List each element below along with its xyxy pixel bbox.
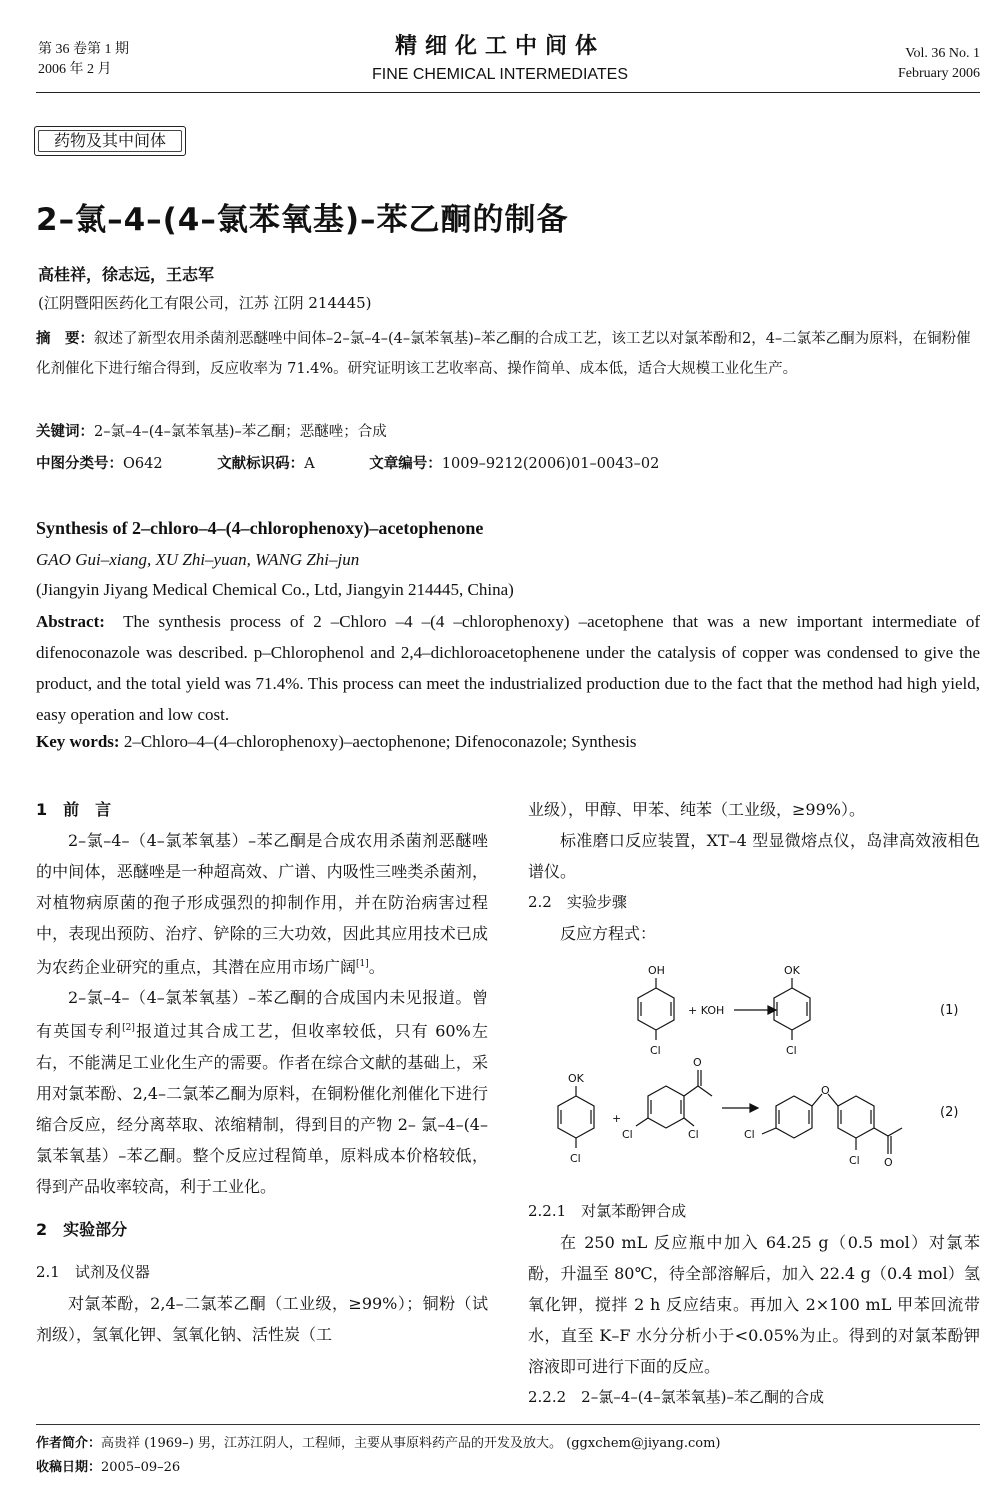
- date-en: February 2006: [897, 66, 980, 81]
- received-date-value: 2005–09–26: [101, 1460, 181, 1475]
- section-2-1-paragraph-1: 对氯苯酚，2,4–二氯苯乙酮（工业级，≥99%）；铜粉（试剂级），氢氧化钾、氢氧化钠、活性炭（工: [36, 1293, 488, 1344]
- label-oh: OH: [648, 964, 665, 977]
- footnote: [36, 1432, 720, 1480]
- reaction-scheme: [528, 958, 980, 1190]
- footnote-divider: [36, 1424, 980, 1425]
- s1-p1-text: 2–氯–4–（4–氯苯氧基）–苯乙酮是合成农用杀菌剂恶醚唑的中间体，恶醚唑是一种超高效、广谱、内吸性三唑类杀菌剂，对植物病原菌的孢子形成强烈的抑制作用，并在防治病害过程中，表现出预防、治疗、铲除的三大功效，因此其应用技术已成为农药企业研究的重点，其潜在应用市场广阔: [36, 831, 488, 977]
- section-2-1-paragraph-2: 标准磨口反应装置，XT–4 型显微熔点仪，岛津高效液相色谱仪。: [528, 831, 980, 881]
- issue-info-en: [898, 44, 980, 84]
- english-abstract: [36, 606, 980, 730]
- english-abstract-text: The synthesis process of 2 –Chloro –4 –(4 –chlorophenoxy) –acetophene that was a new important intermediate of difenoconazole was described. p–Chlorophenol and 2,4–dichloroacetophenene under the catalysis of copper was condensed to give the product, and the total yield was 71.4%. This process can meet the industrialized production due to the fact that the method had high yield, easy operation and low cost.: [36, 612, 981, 724]
- section-1-paragraph-1: [36, 825, 488, 982]
- section-2-1-paragraph-1-continued: [528, 794, 980, 825]
- author-bio-text: 高贵祥 (1969–) 男，江苏江阴人，工程师，主要从事原料药产品的开发及放大。 (ggxchem@jiyang.com): [101, 1436, 721, 1451]
- section-2-1-heading: 2.1 试剂及仪器: [36, 1262, 150, 1281]
- keywords-cn: [36, 420, 387, 441]
- continued-text: 业级），甲醇、甲苯、纯苯（工业级，≥99%）。: [528, 800, 865, 819]
- author-bio: [36, 1432, 720, 1456]
- body-left-column: [36, 794, 488, 1350]
- doc-code-label: 文献标识码：: [217, 456, 305, 472]
- body-right-column: [528, 794, 980, 949]
- section-tag-label: 药物及其中间体: [53, 131, 166, 150]
- keywords-cn-label: 关键词：: [36, 424, 94, 440]
- english-keywords-label: Key words:: [36, 732, 120, 751]
- label-o-carbonyl-2: O: [884, 1156, 893, 1169]
- label-o-ether: O: [821, 1084, 830, 1097]
- ring-product-b: [838, 1096, 874, 1138]
- section-2-2-1-heading: 2.2.1 对氯苯酚钾合成: [528, 1202, 687, 1220]
- article-no-value: 1009–9212(2006)01–0043–02: [441, 456, 660, 472]
- body-right-column-lower: [528, 1196, 980, 1413]
- date-cn: 2006 年 2 月: [38, 62, 112, 77]
- clc-label: 中图分类号：: [36, 456, 123, 472]
- authors: 高桂祥，徐志远，王志军: [38, 265, 215, 284]
- header-divider: [36, 92, 980, 93]
- reaction-equation-label: 反应方程式：: [560, 924, 657, 943]
- label-ok-1: OK: [784, 964, 800, 977]
- english-authors: GAO Gui–xiang, XU Zhi–yuan, WANG Zhi–jun: [36, 550, 360, 569]
- english-title: Synthesis of 2–chloro–4–(4–chlorophenoxy)–acetophenone: [36, 518, 484, 538]
- journal-name-en: FINE CHEMICAL INTERMEDIATES: [371, 66, 629, 83]
- abstract-cn-label: 摘 要：: [36, 331, 94, 347]
- english-affiliation: (Jiangyin Jiyang Medical Chemical Co., Ltd, Jiangyin 214445, China): [36, 580, 514, 599]
- s1-p2b-text: 报道过其合成工艺，但收率较低，只有 60%左右，不能满足工业化生产的需要。作者在综合文献的基础上，采用对氯苯酚、2,4–二氯苯乙酮为原料，在铜粉催化剂催化下进行缩合反应，经分离萃取、浓缩精制，得到目的产物 2– 氯–4–(4–氯苯氧基）–苯乙酮。整个反应过程简单，原料成本价格较低，得到产品收率较高，利于工业化。: [36, 1021, 488, 1196]
- english-abstract-label: Abstract:: [36, 612, 105, 631]
- s1-p1-end: 。: [368, 957, 385, 977]
- article-title: 2–氯–4–(4–氯苯氧基)–苯乙酮的制备: [36, 202, 569, 238]
- label-cl-6: Cl: [744, 1128, 755, 1141]
- equation-number-2: (2): [940, 1105, 959, 1120]
- label-cl-2: Cl: [786, 1044, 797, 1057]
- article-no-label: 文章编号：: [369, 456, 442, 472]
- s1-p2a-text: 2–氯–4–（4–氯苯氧基）–苯乙酮的合成国内未见报道。曾有英国专利: [36, 988, 488, 1041]
- volume-cn: 第 36 卷第 1 期: [38, 42, 129, 57]
- section-tag: [34, 126, 186, 156]
- ring-phenol: [638, 988, 674, 1030]
- label-koh: + KOH: [688, 1004, 725, 1017]
- section-1-heading: 1 前 言: [36, 800, 112, 819]
- author-bio-label: 作者简介：: [36, 1436, 102, 1451]
- section-2-2-2-heading: 2.2.2 2–氯–4–(4–氯苯氧基)–苯乙酮的合成: [528, 1388, 825, 1406]
- journal-name: [300, 34, 700, 86]
- issue-info-cn: [38, 40, 129, 80]
- section-2-heading: 2 实验部分: [36, 1219, 128, 1239]
- section-2-2-1-paragraph: 在 250 mL 反应瓶中加入 64.25 g（0.5 mol）对氯苯酚，升温至 80℃，待全部溶解后，加入 22.4 g（0.4 mol）氢氧化钾，搅拌 2 h 反应结束。再加入 2×100 mL 甲苯回流带水，直至 K–F 水分分析小于<0.05%为止。得到的对氯苯酚钾溶液即可进行下面的反应。: [528, 1233, 980, 1376]
- label-cl-5: Cl: [688, 1128, 699, 1141]
- label-o-carbonyl-1: O: [693, 1056, 702, 1069]
- ring-phenolate-2: [558, 1096, 594, 1138]
- received-date: [36, 1456, 720, 1480]
- journal-name-cn: 精细化工中间体: [394, 34, 605, 59]
- doc-code-value: A: [304, 456, 315, 472]
- label-cl-3: Cl: [570, 1152, 581, 1165]
- ring-phenolate: [774, 988, 810, 1030]
- keywords-cn-text: 2–氯–4–(4–氯苯氧基)–苯乙酮；恶醚唑；合成: [94, 424, 387, 440]
- abstract-cn: [36, 324, 980, 384]
- ring-dichloroacetophenone: [648, 1086, 684, 1128]
- clc-value: O642: [123, 456, 163, 472]
- english-keywords: [36, 732, 637, 752]
- label-cl-4: Cl: [622, 1128, 633, 1141]
- abstract-cn-text: 叙述了新型农用杀菌剂恶醚唑中间体–2–氯–4–(4–氯苯氧基)–苯乙酮的合成工艺，该工艺以对氯苯酚和2，4–二氯苯乙酮为原料，在铜粉催化剂催化下进行缩合得到，反应收率为 71.4%。研究证明该工艺收率高、操作简单、成本低，适合大规模工业化生产。: [36, 331, 971, 377]
- label-cl-7: Cl: [849, 1154, 860, 1167]
- citation-1: [1]: [356, 959, 369, 969]
- citation-2: [2]: [122, 1023, 135, 1034]
- volume-en: Vol. 36 No. 1: [905, 46, 980, 61]
- english-keywords-text: 2–Chloro–4–(4–chlorophenoxy)–aectophenone; Difenoconazole; Synthesis: [123, 732, 637, 751]
- label-plus: +: [612, 1112, 622, 1125]
- label-cl-1: Cl: [650, 1044, 661, 1057]
- section-1-paragraph-2: [36, 982, 488, 1201]
- label-ok-2: OK: [568, 1072, 584, 1085]
- equation-number-1: (1): [940, 1003, 959, 1018]
- classification-line: [36, 452, 936, 473]
- section-2-2-heading: 2.2 实验步骤: [528, 893, 627, 911]
- affiliation: (江阴暨阳医药化工有限公司，江苏 江阴 214445): [38, 294, 372, 312]
- ring-product-a: [776, 1096, 812, 1138]
- received-date-label: 收稿日期：: [36, 1460, 102, 1475]
